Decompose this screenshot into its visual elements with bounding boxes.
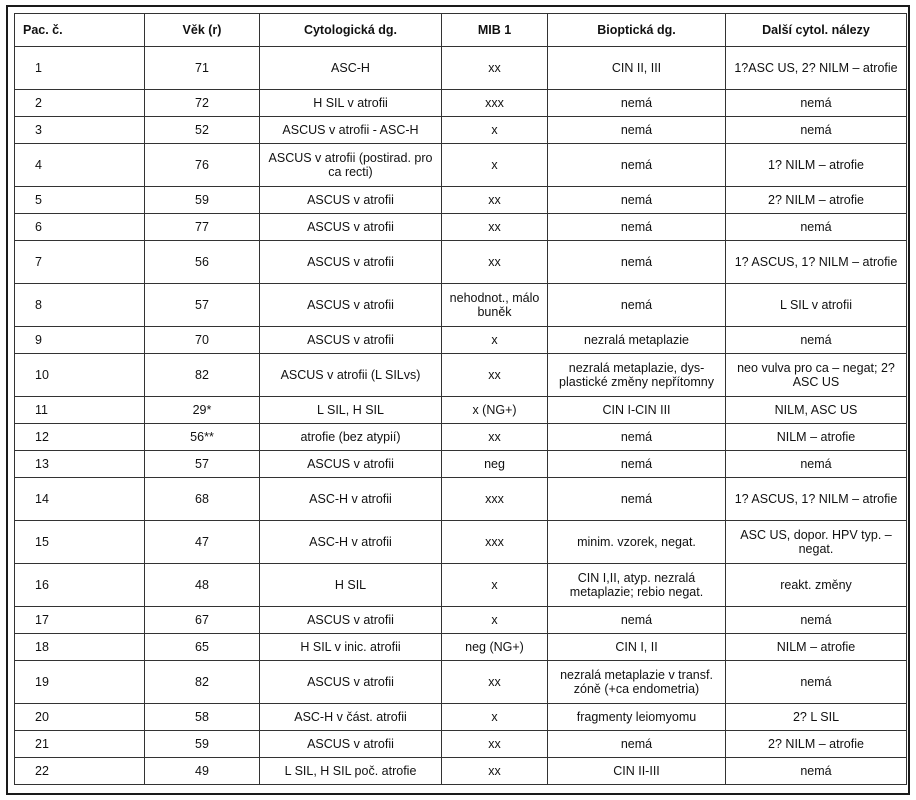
cell-mib1: xx bbox=[442, 214, 548, 241]
cell-mib1: xx bbox=[442, 424, 548, 451]
table-row bbox=[15, 327, 907, 354]
cell-bioptic-dg: CIN II, III bbox=[548, 47, 726, 90]
cell-age: 76 bbox=[145, 144, 260, 187]
cell-patient-no: 2 bbox=[15, 90, 145, 117]
cell-bioptic-dg: nemá bbox=[548, 424, 726, 451]
cell-mib1: xx bbox=[442, 241, 548, 284]
cell-patient-no: 13 bbox=[15, 451, 145, 478]
cell-cytology-dg: atrofie (bez atypií) bbox=[260, 424, 442, 451]
header-mib1: MIB 1 bbox=[442, 14, 548, 47]
cell-mib1: x bbox=[442, 144, 548, 187]
cell-age: 72 bbox=[145, 90, 260, 117]
cell-patient-no: 18 bbox=[15, 634, 145, 661]
table-row bbox=[15, 607, 907, 634]
cell-mib1: xx bbox=[442, 47, 548, 90]
cell-age: 59 bbox=[145, 731, 260, 758]
table-row bbox=[15, 187, 907, 214]
cell-other-findings: 2? NILM – atrofie bbox=[726, 731, 907, 758]
table-row bbox=[15, 758, 907, 785]
cell-bioptic-dg: nezralá metaplazie bbox=[548, 327, 726, 354]
cell-patient-no: 1 bbox=[15, 47, 145, 90]
cell-mib1: xx bbox=[442, 354, 548, 397]
cell-mib1: x bbox=[442, 607, 548, 634]
cell-other-findings: neo vulva pro ca – negat; 2? ASC US bbox=[726, 354, 907, 397]
cell-mib1: xxx bbox=[442, 478, 548, 521]
cell-cytology-dg: ASCUS v atrofii - ASC-H bbox=[260, 117, 442, 144]
cell-other-findings: L SIL v atrofii bbox=[726, 284, 907, 327]
cell-patient-no: 12 bbox=[15, 424, 145, 451]
cell-cytology-dg: ASCUS v atrofii (postirad. pro ca recti) bbox=[260, 144, 442, 187]
cell-age: 29* bbox=[145, 397, 260, 424]
cell-mib1: xxx bbox=[442, 521, 548, 564]
header-row bbox=[15, 14, 907, 47]
cell-bioptic-dg: nezralá metaplazie, dys-plastické změny nepřítomny bbox=[548, 354, 726, 397]
table-row bbox=[15, 90, 907, 117]
cell-cytology-dg: ASCUS v atrofii (L SILvs) bbox=[260, 354, 442, 397]
cell-bioptic-dg: fragmenty leiomyomu bbox=[548, 704, 726, 731]
cell-age: 67 bbox=[145, 607, 260, 634]
patient-table bbox=[14, 13, 907, 785]
cell-patient-no: 11 bbox=[15, 397, 145, 424]
cell-bioptic-dg: nezralá metaplazie v transf. zóně (+ca endometria) bbox=[548, 661, 726, 704]
cell-age: 59 bbox=[145, 187, 260, 214]
table-row bbox=[15, 241, 907, 284]
cell-bioptic-dg: nemá bbox=[548, 607, 726, 634]
cell-cytology-dg: ASCUS v atrofii bbox=[260, 607, 442, 634]
cell-other-findings: nemá bbox=[726, 661, 907, 704]
cell-age: 70 bbox=[145, 327, 260, 354]
header-other-findings: Další cytol. nálezy bbox=[726, 14, 907, 47]
table-row bbox=[15, 704, 907, 731]
cell-patient-no: 22 bbox=[15, 758, 145, 785]
table-row bbox=[15, 478, 907, 521]
cell-mib1: neg (NG+) bbox=[442, 634, 548, 661]
cell-cytology-dg: ASC-H bbox=[260, 47, 442, 90]
cell-age: 48 bbox=[145, 564, 260, 607]
cell-age: 82 bbox=[145, 661, 260, 704]
cell-bioptic-dg: nemá bbox=[548, 478, 726, 521]
cell-cytology-dg: H SIL v inic. atrofii bbox=[260, 634, 442, 661]
cell-mib1: x (NG+) bbox=[442, 397, 548, 424]
cell-age: 52 bbox=[145, 117, 260, 144]
table-row bbox=[15, 397, 907, 424]
cell-mib1: xxx bbox=[442, 90, 548, 117]
cell-mib1: xx bbox=[442, 758, 548, 785]
cell-mib1: x bbox=[442, 704, 548, 731]
cell-patient-no: 15 bbox=[15, 521, 145, 564]
header-patient-no: Pac. č. bbox=[15, 14, 145, 47]
cell-age: 71 bbox=[145, 47, 260, 90]
cell-age: 47 bbox=[145, 521, 260, 564]
table-row bbox=[15, 214, 907, 241]
table-row bbox=[15, 634, 907, 661]
cell-bioptic-dg: nemá bbox=[548, 451, 726, 478]
cell-other-findings: NILM – atrofie bbox=[726, 424, 907, 451]
cell-cytology-dg: ASC-H v atrofii bbox=[260, 521, 442, 564]
table-row bbox=[15, 731, 907, 758]
table-row bbox=[15, 354, 907, 397]
cell-cytology-dg: ASC-H v část. atrofii bbox=[260, 704, 442, 731]
cell-other-findings: nemá bbox=[726, 214, 907, 241]
cell-bioptic-dg: minim. vzorek, negat. bbox=[548, 521, 726, 564]
cell-patient-no: 4 bbox=[15, 144, 145, 187]
cell-age: 57 bbox=[145, 451, 260, 478]
cell-bioptic-dg: nemá bbox=[548, 144, 726, 187]
cell-other-findings: nemá bbox=[726, 607, 907, 634]
cell-patient-no: 14 bbox=[15, 478, 145, 521]
cell-other-findings: 2? NILM – atrofie bbox=[726, 187, 907, 214]
cell-age: 58 bbox=[145, 704, 260, 731]
cell-bioptic-dg: nemá bbox=[548, 731, 726, 758]
cell-cytology-dg: H SIL v atrofii bbox=[260, 90, 442, 117]
cell-other-findings: NILM, ASC US bbox=[726, 397, 907, 424]
table-row bbox=[15, 424, 907, 451]
cell-mib1: x bbox=[442, 327, 548, 354]
cell-patient-no: 3 bbox=[15, 117, 145, 144]
cell-patient-no: 16 bbox=[15, 564, 145, 607]
cell-bioptic-dg: nemá bbox=[548, 90, 726, 117]
cell-other-findings: nemá bbox=[726, 90, 907, 117]
cell-mib1: xx bbox=[442, 731, 548, 758]
cell-cytology-dg: ASCUS v atrofii bbox=[260, 327, 442, 354]
cell-patient-no: 21 bbox=[15, 731, 145, 758]
cell-other-findings: nemá bbox=[726, 117, 907, 144]
cell-bioptic-dg: nemá bbox=[548, 117, 726, 144]
cell-cytology-dg: ASCUS v atrofii bbox=[260, 284, 442, 327]
cell-cytology-dg: ASCUS v atrofii bbox=[260, 731, 442, 758]
table-body bbox=[15, 47, 907, 785]
cell-mib1: x bbox=[442, 564, 548, 607]
cell-mib1: xx bbox=[442, 187, 548, 214]
cell-age: 49 bbox=[145, 758, 260, 785]
cell-age: 68 bbox=[145, 478, 260, 521]
table-row bbox=[15, 117, 907, 144]
cell-patient-no: 19 bbox=[15, 661, 145, 704]
cell-other-findings: ASC US, dopor. HPV typ. – negat. bbox=[726, 521, 907, 564]
header-cytology-dg: Cytologická dg. bbox=[260, 14, 442, 47]
cell-cytology-dg: L SIL, H SIL bbox=[260, 397, 442, 424]
cell-cytology-dg: ASC-H v atrofii bbox=[260, 478, 442, 521]
cell-bioptic-dg: CIN I, II bbox=[548, 634, 726, 661]
cell-mib1: xx bbox=[442, 661, 548, 704]
cell-other-findings: nemá bbox=[726, 758, 907, 785]
cell-patient-no: 9 bbox=[15, 327, 145, 354]
cell-mib1: neg bbox=[442, 451, 548, 478]
cell-bioptic-dg: CIN I-CIN III bbox=[548, 397, 726, 424]
cell-cytology-dg: H SIL bbox=[260, 564, 442, 607]
cell-age: 65 bbox=[145, 634, 260, 661]
table-row bbox=[15, 47, 907, 90]
cell-bioptic-dg: nemá bbox=[548, 214, 726, 241]
cell-other-findings: reakt. změny bbox=[726, 564, 907, 607]
cell-other-findings: 1? ASCUS, 1? NILM – atrofie bbox=[726, 478, 907, 521]
cell-other-findings: NILM – atrofie bbox=[726, 634, 907, 661]
cell-patient-no: 8 bbox=[15, 284, 145, 327]
cell-bioptic-dg: nemá bbox=[548, 241, 726, 284]
header-bioptic-dg: Bioptická dg. bbox=[548, 14, 726, 47]
cell-age: 77 bbox=[145, 214, 260, 241]
table-frame bbox=[6, 5, 910, 795]
cell-patient-no: 7 bbox=[15, 241, 145, 284]
cell-bioptic-dg: nemá bbox=[548, 284, 726, 327]
cell-patient-no: 10 bbox=[15, 354, 145, 397]
cell-bioptic-dg: CIN I,II, atyp. nezralá metaplazie; rebio negat. bbox=[548, 564, 726, 607]
cell-age: 57 bbox=[145, 284, 260, 327]
cell-other-findings: nemá bbox=[726, 327, 907, 354]
cell-mib1: x bbox=[442, 117, 548, 144]
cell-other-findings: 2? L SIL bbox=[726, 704, 907, 731]
cell-cytology-dg: ASCUS v atrofii bbox=[260, 187, 442, 214]
cell-other-findings: 1?ASC US, 2? NILM – atrofie bbox=[726, 47, 907, 90]
cell-cytology-dg: ASCUS v atrofii bbox=[260, 451, 442, 478]
table-row bbox=[15, 521, 907, 564]
header-age: Věk (r) bbox=[145, 14, 260, 47]
cell-age: 82 bbox=[145, 354, 260, 397]
cell-mib1: nehodnot., málo buněk bbox=[442, 284, 548, 327]
table-row bbox=[15, 451, 907, 478]
cell-other-findings: 1? NILM – atrofie bbox=[726, 144, 907, 187]
cell-patient-no: 17 bbox=[15, 607, 145, 634]
cell-other-findings: nemá bbox=[726, 451, 907, 478]
cell-bioptic-dg: CIN II-III bbox=[548, 758, 726, 785]
cell-cytology-dg: ASCUS v atrofii bbox=[260, 661, 442, 704]
table-row bbox=[15, 661, 907, 704]
cell-patient-no: 20 bbox=[15, 704, 145, 731]
table-row bbox=[15, 564, 907, 607]
cell-other-findings: 1? ASCUS, 1? NILM – atrofie bbox=[726, 241, 907, 284]
cell-age: 56 bbox=[145, 241, 260, 284]
cell-cytology-dg: ASCUS v atrofii bbox=[260, 214, 442, 241]
cell-cytology-dg: L SIL, H SIL poč. atrofie bbox=[260, 758, 442, 785]
cell-age: 56** bbox=[145, 424, 260, 451]
cell-patient-no: 5 bbox=[15, 187, 145, 214]
table-row bbox=[15, 144, 907, 187]
table-row bbox=[15, 284, 907, 327]
cell-bioptic-dg: nemá bbox=[548, 187, 726, 214]
cell-patient-no: 6 bbox=[15, 214, 145, 241]
cell-cytology-dg: ASCUS v atrofii bbox=[260, 241, 442, 284]
